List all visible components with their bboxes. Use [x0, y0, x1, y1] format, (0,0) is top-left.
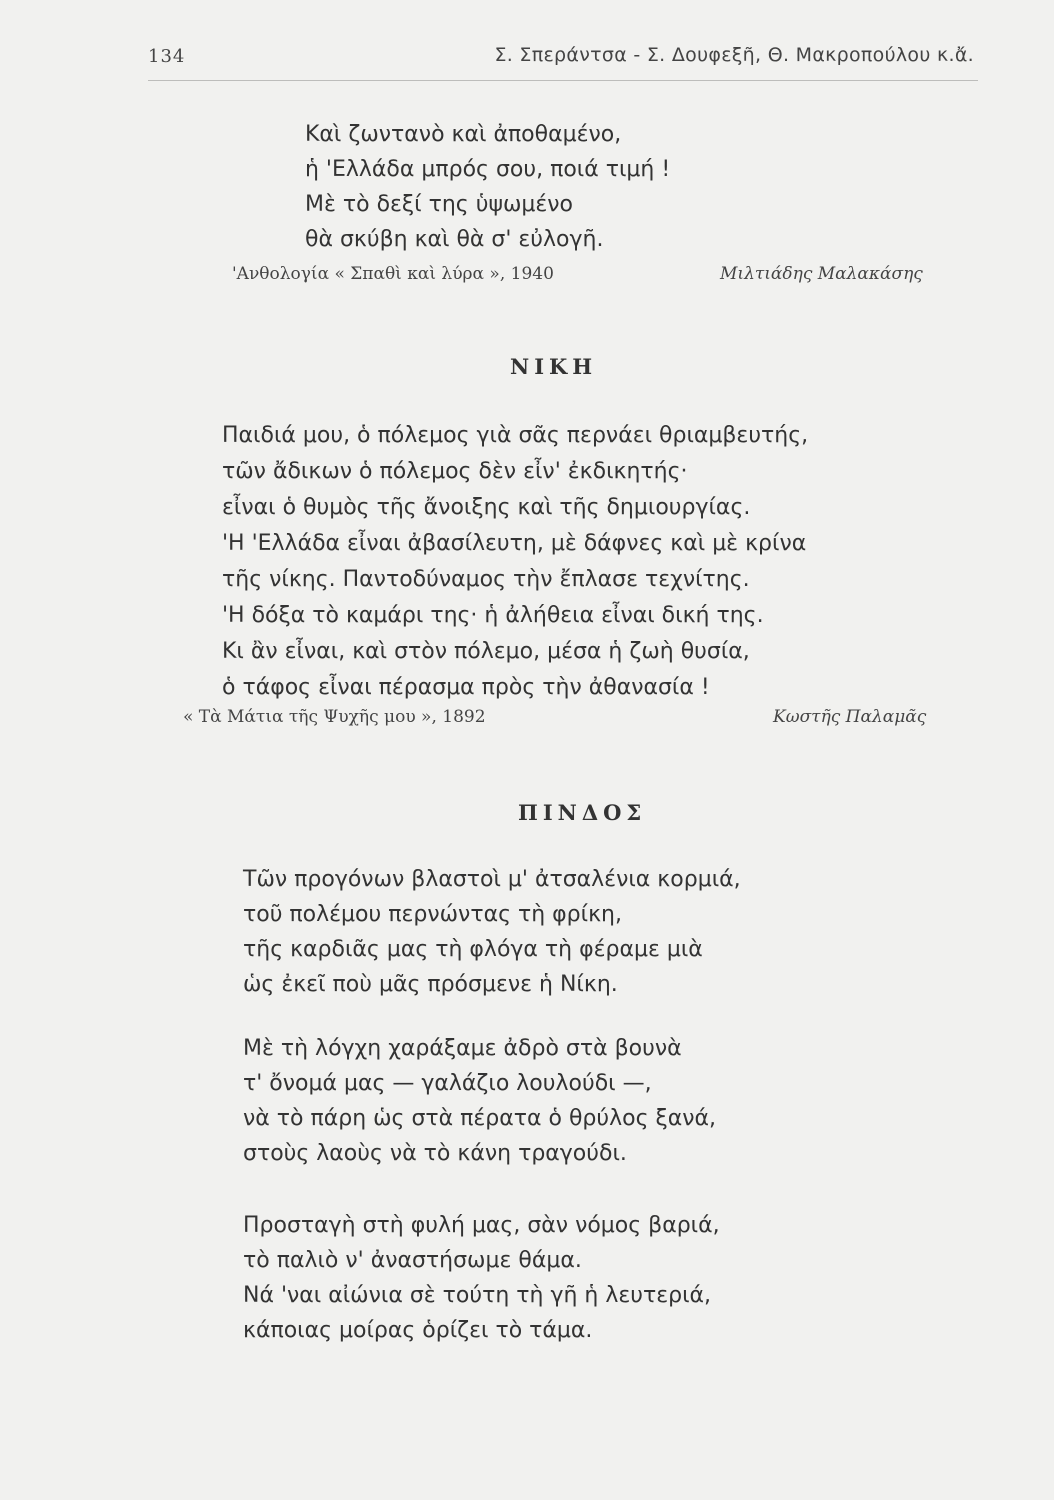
poem2-author: Κωστῆς Παλαμᾶς [773, 707, 927, 727]
verse-line: Νά 'ναι αἰώνια σὲ τούτη τὴ γῆ ἡ λευτεριά, [243, 1283, 712, 1308]
page-number: 134 [148, 46, 186, 67]
verse-line: ὁ τάφος εἶναι πέρασμα πρὸς τὴν ἀθανασία ! [222, 675, 710, 700]
verse-line: εἶναι ὁ θυμὸς τῆς ἄνοιξης καὶ τῆς δημιουργίας. [222, 495, 751, 520]
verse-line: Τῶν προγόνων βλαστοὶ μ' ἀτσαλένια κορμιά, [243, 867, 741, 892]
verse-line: τ' ὄνομά μας — γαλάζιο λουλούδι —, [243, 1071, 652, 1096]
verse-line: Προσταγὴ στὴ φυλή μας, σὰν νόμος βαριά, [243, 1213, 720, 1238]
poem2-source: « Τὰ Μάτια τῆς Ψυχῆς μου », 1892 [183, 707, 486, 727]
verse-line: κάποιας μοίρας ὁρίζει τὸ τάμα. [243, 1318, 593, 1343]
verse-line: θὰ σκύβη καὶ θὰ σ' εὐλογῆ. [305, 227, 604, 252]
verse-line: τῆς νίκης. Παντοδύναμος τὴν ἔπλασε τεχνίτης. [222, 567, 750, 592]
poem3-stanza-3 [243, 1208, 720, 1348]
poem1-verse [305, 117, 670, 257]
page-header [148, 44, 978, 81]
poem1-source: 'Ανθολογία « Σπαθὶ καὶ λύρα », 1940 [232, 264, 554, 284]
poem2-verse [222, 418, 808, 706]
verse-line: τοῦ πολέμου περνώντας τὴ φρίκη, [243, 902, 622, 927]
verse-line: Παιδιά μου, ὁ πόλεμος γιὰ σᾶς περνάει θριαμβευτής, [222, 423, 809, 448]
poem3-stanza-2 [243, 1031, 716, 1171]
poem3-stanza-1 [243, 862, 741, 1002]
verse-line: ὡς ἐκεῖ ποὺ μᾶς πρόσμενε ἡ Νίκη. [243, 972, 618, 997]
verse-line: τὸ παλιὸ ν' ἀναστήσωμε θάμα. [243, 1248, 582, 1273]
verse-line: Μὲ τὴ λόγχη χαράξαμε ἀδρὸ στὰ βουνὰ [243, 1036, 682, 1061]
verse-line: τῶν ἄδικων ὁ πόλεμος δὲν εἶν' ἐκδικητής· [222, 459, 688, 484]
verse-line: Μὲ τὸ δεξί της ὑψωμένο [305, 192, 574, 217]
verse-line: ἡ 'Ελλάδα μπρός σου, ποιά τιμή ! [305, 157, 671, 182]
poem3-title: ΠΙΝΔΟΣ [518, 800, 647, 825]
verse-line: Καὶ ζωντανὸ καὶ ἀποθαμένο, [305, 122, 622, 147]
poem2-title: ΝΙΚΗ [510, 354, 598, 379]
verse-line: Κι ἂν εἶναι, καὶ στὸν πόλεμο, μέσα ἡ ζωὴ θυσία, [222, 639, 750, 664]
verse-line: 'Η 'Ελλάδα εἶναι ἀβασίλευτη, μὲ δάφνες καὶ μὲ κρίνα [222, 531, 807, 556]
verse-line: νὰ τὸ πάρη ὡς στὰ πέρατα ὁ θρύλος ξανά, [243, 1106, 717, 1131]
verse-line: 'Η δόξα τὸ καμάρι της· ἡ ἀλήθεια εἶναι δική της. [222, 603, 764, 628]
verse-line: στοὺς λαοὺς νὰ τὸ κάνη τραγούδι. [243, 1141, 627, 1166]
running-head: Σ. Σπεράντσα - Σ. Δουφεξῆ, Θ. Μακροπούλου κ.ἄ. [494, 44, 974, 66]
poem1-author: Μιλτιάδης Μαλακάσης [720, 264, 923, 284]
verse-line: τῆς καρδιᾶς μας τὴ φλόγα τὴ φέραμε μιὰ [243, 937, 703, 962]
